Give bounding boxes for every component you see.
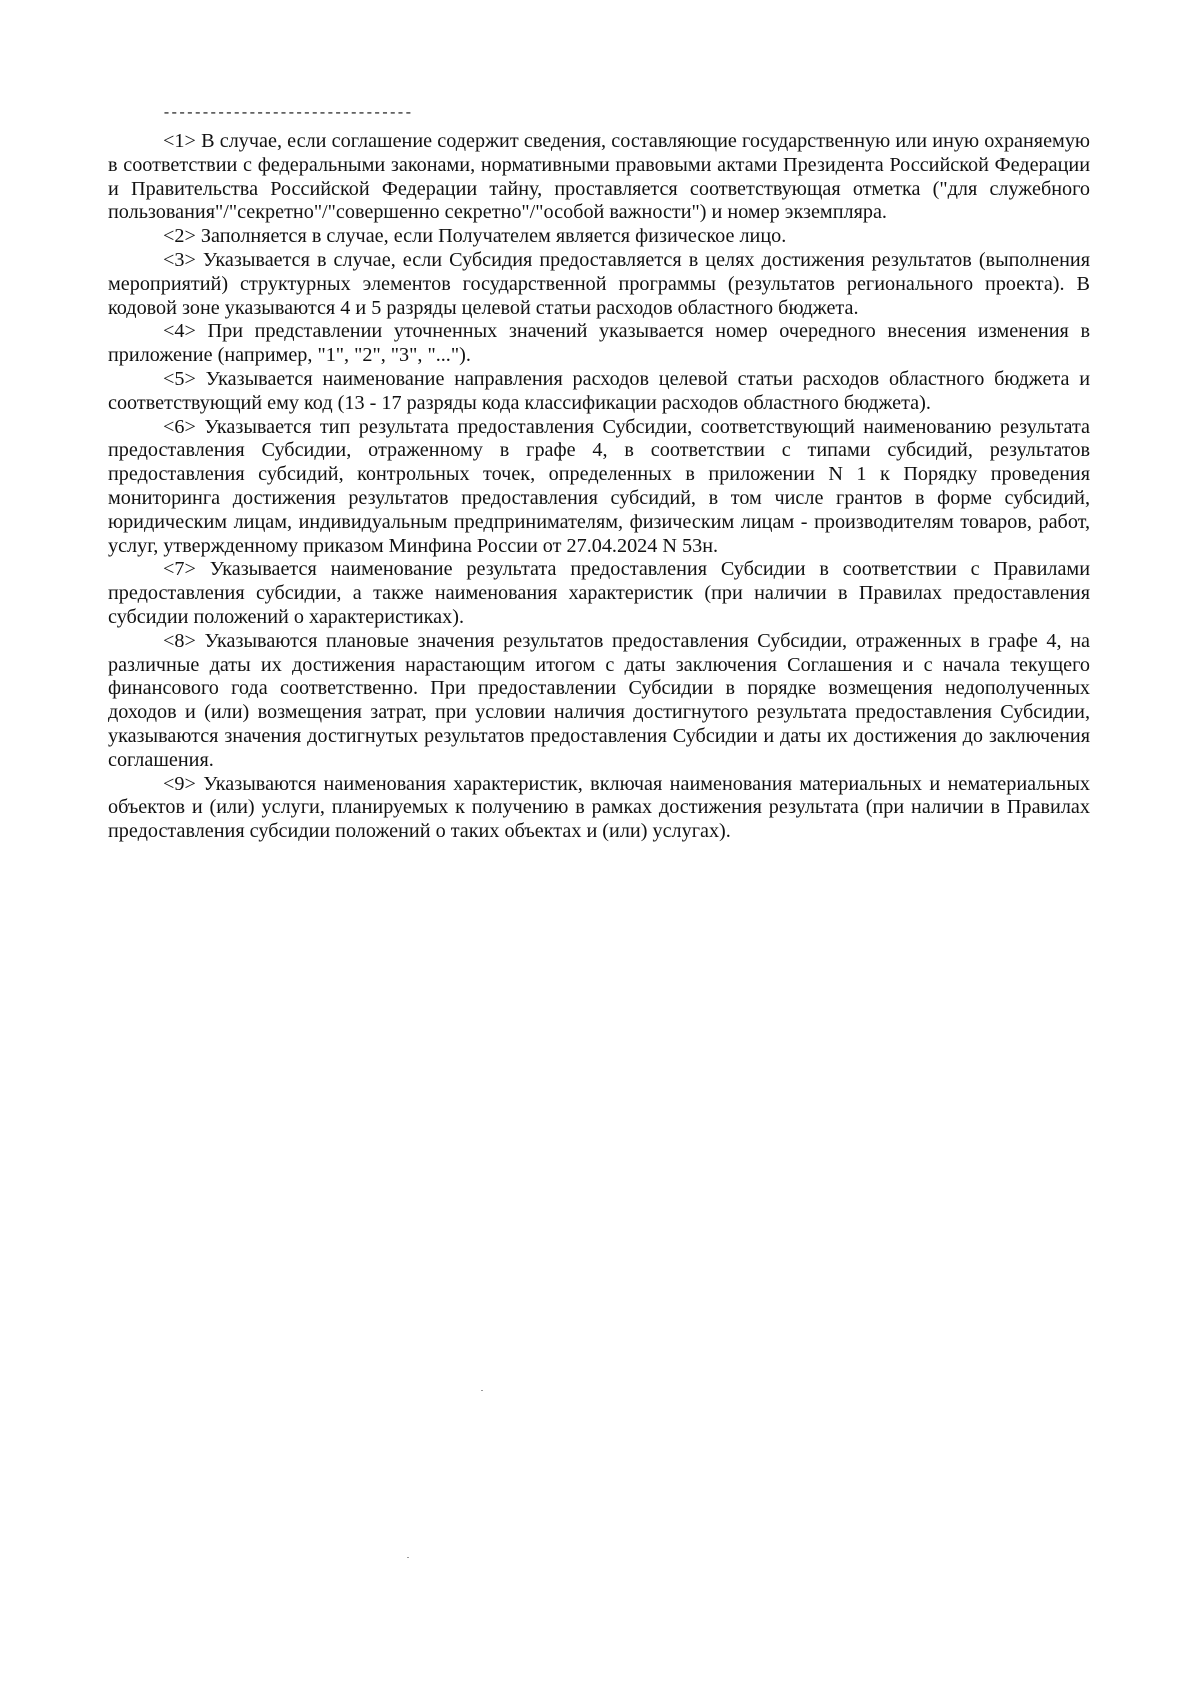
footnote-number: <2> [163,225,196,248]
footnote-separator: -------------------------------- [162,105,412,122]
scan-speck [407,1557,409,1558]
footnote-text: Заполняется в случае, если Получателем является физическое лицо. [200,225,787,248]
footnotes-list [108,130,1090,844]
footnote-text: Указывается в случае, если Субсидия предоставляется в целях достижения результатов (выполнения мероприятий) структурных элементов государственной программы (результатов регионального проекта). В кодовой зоне указываются 4 и 5 разряды целевой статьи расходов областного бюджета. [108,248,1090,319]
footnote-number: <4> [163,320,196,343]
footnote-text: Указывается тип результата предоставления Субсидии, соответствующий наименованию результата предоставления Субсидии, отраженному в графе 4, в соответствии с типами субсидий, результатов предоставления субсидий, контрольных точек, определенных в приложении N 1 к Порядку проведения мониторинга достижения результатов предоставления субсидий, в том числе грантов в форме субсидий, юридическим лицам, индивидуальным предпринимателям, физическим лицам - производителям товаров, работ, услуг, утвержденному приказом Минфина России от 27.04.2024 N 53н. [108,415,1090,557]
footnote-number: <3> [163,248,196,271]
footnote-9 [108,773,1090,844]
footnote-text: Указывается наименование результата предоставления Субсидии в соответствии с Правилами предоставления субсидии, а также наименования характеристик (при наличии в Правилах предоставления субсидии положений о характеристиках). [108,558,1090,628]
footnote-number: <1> [163,130,196,152]
footnote-7 [108,558,1090,629]
scan-speck [481,1390,483,1391]
footnote-text: Указываются наименования характеристик, включая наименования материальных и нематериальных объектов и (или) услуги, планируемых к получению в рамках достижения результата (при наличии в Правилах предоставления субсидии положений о таких объектах и (или) услугах). [108,772,1091,843]
footnote-text: При представлении уточненных значений указывается номер очередного внесения изменения в приложение (например, "1", "2", "3", "..."). [108,320,1090,367]
footnote-number: <8> [163,629,196,652]
footnote-3 [108,249,1090,320]
footnote-number: <7> [163,558,196,581]
footnote-text: В случае, если соглашение содержит сведения, составляющие государственную или иную охраняемую в соответствии с федеральными законами, нормативными правовыми актами Президента Российской Федерации и Правительства Российской Федерации тайну, проставляется соответствующая отметка ("для служебного пользования"/"секретно"/"совершенно секретно"/"особой важности") и номер экземпляра. [108,130,1091,224]
footnote-text: Указывается наименование направления расходов целевой статьи расходов областного бюджета и соответствующий ему код (13 - 17 разряды кода классификации расходов областного бюджета). [108,367,1091,414]
footnote-5 [108,368,1090,416]
footnote-4 [108,320,1090,368]
footnote-8 [108,630,1090,773]
footnote-text: Указываются плановые значения результатов предоставления Субсидии, отраженных в графе 4, на различные даты их достижения нарастающим итогом с даты заключения Соглашения и с начала текущего финансового года соответственно. При предоставлении Субсидии в порядке возмещения недополученных доходов и (или) возмещения затрат, при условии наличия достигнутого результата предоставления Субсидии, указываются значения достигнутых результатов предоставления Субсидии и даты их достижения до заключения соглашения. [108,629,1090,771]
footnote-6 [108,416,1090,559]
footnote-number: <5> [163,367,196,390]
footnote-2 [108,225,1090,249]
footnote-number: <9> [163,772,196,795]
footnote-number: <6> [163,415,196,438]
footnote-1 [108,130,1090,225]
